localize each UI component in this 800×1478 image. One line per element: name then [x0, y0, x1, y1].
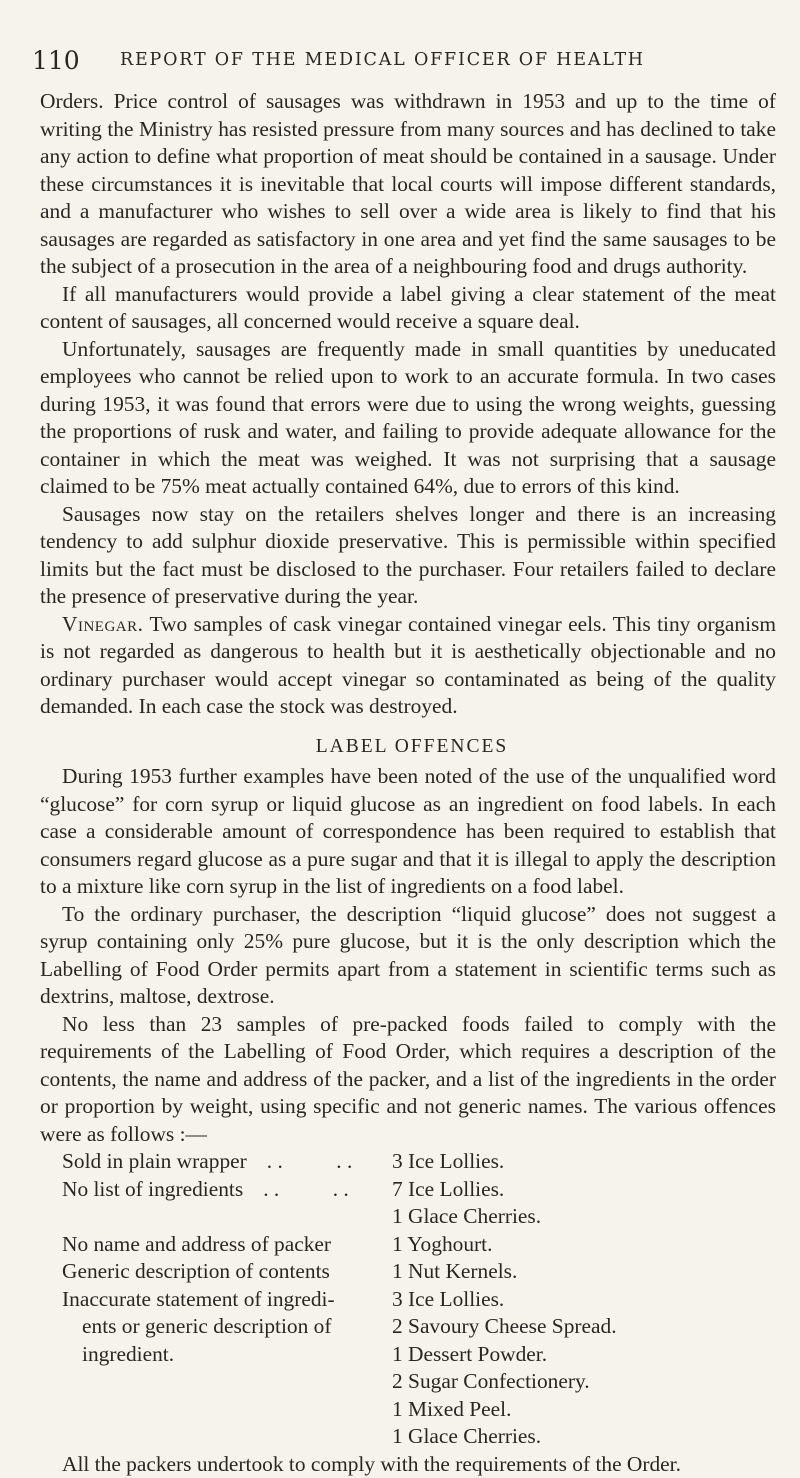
paragraph-sausage-orders: Orders. Price control of sausages was withdrawn in 1953 and up to the time of writing the Ministry has resisted pressure from many sources and has declined to take any action to define what proportion of meat should be contained in a sausage. Under these circumstances it is inevitable that local courts will impose different standards, and a manufacturer who wishes to sell over a wide area is likely to find that his sausages are regarded as satisfactory in one area and yet find the same sausages to be the subject of a prosecution in the area of a neighbouring food and drugs authority. [40, 88, 776, 281]
offence-item: 2 Sugar Confectionery. [392, 1368, 776, 1396]
offence-label-empty [62, 1423, 392, 1451]
offence-label: No list of ingredients . . . . [62, 1176, 392, 1204]
paragraph-uneducated-employees: Unfortunately, sausages are frequently made in small quantities by uneducated employees who cannot be relied upon to work to an accurate formula. In two cases during 1953, it was found that errors were due to using the wrong weights, guessing the proportions of rusk and water, and failing to provide adequate allowance for the container in which the meat was weighed. It was not surprising that a sausage claimed to be 75% meat actually contained 64%, due to errors of this kind. [40, 336, 776, 501]
offence-item: 1 Yoghourt. [392, 1231, 776, 1259]
offence-item: 3 Ice Lollies. [392, 1148, 776, 1176]
offence-label: ingredient. [62, 1341, 392, 1369]
offence-item: 1 Glace Cherries. [392, 1203, 776, 1231]
offences-table [62, 1148, 776, 1451]
page-header [32, 40, 760, 80]
offence-label: ents or generic description of [62, 1313, 392, 1341]
page-number: 110 [32, 46, 120, 75]
paragraph-preservative: Sausages now stay on the retailers shelves longer and there is an increasing tendency to add sulphur dioxide preservative. This is permissible within specified limits but the fact must be disclosed to the purchaser. Four retailers failed to declare the presence of preservative during the year. [40, 501, 776, 611]
offence-label: Generic description of contents [62, 1258, 392, 1286]
vinegar-text: Two samples of cask vinegar contained vinegar eels. This tiny organism is not regarded as dangerous to health but it is aesthetically objectionable and no ordinary purchaser would accept vinegar so contaminated as being of the quality demanded. In each case the stock was destroyed. [40, 612, 776, 719]
running-title: REPORT OF THE MEDICAL OFFICER OF HEALTH [120, 50, 645, 70]
offence-item: 1 Glace Cherries. [392, 1423, 776, 1451]
paragraph-vinegar [40, 611, 776, 721]
vinegar-lead: Vinegar. [62, 612, 143, 636]
offence-label: No name and address of packer [62, 1231, 392, 1259]
offence-label-empty [62, 1203, 392, 1231]
offence-label: Sold in plain wrapper . . . . [62, 1148, 392, 1176]
offence-item: 1 Nut Kernels. [392, 1258, 776, 1286]
offence-item: 7 Ice Lollies. [392, 1176, 776, 1204]
offence-item: 1 Mixed Peel. [392, 1396, 776, 1424]
paragraph-glucose: During 1953 further examples have been noted of the use of the unqualified word “glucose” for corn syrup or liquid glucose as an ingredient on food labels. In each case a considerable amount of correspondence has been required to establish that consumers regard glucose as a pure sugar and that it is illegal to apply the description to a mixture like corn syrup in the list of ingredients on a food label. [40, 763, 776, 901]
paragraph-liquid-glucose: To the ordinary purchaser, the description “liquid glucose” does not suggest a syrup containing only 25% pure glucose, but it is the only description which the Labelling of Food Order permits apart from a statement in scientific terms such as dextrins, maltose, dextrose. [40, 901, 776, 1011]
paragraph-closing: All the packers undertook to comply with the requirements of the Order. [40, 1451, 776, 1478]
offence-label: Inaccurate statement of ingredi- [62, 1286, 392, 1314]
paragraph-prepacked-foods: No less than 23 samples of pre-packed foods failed to comply with the requirements of the Labelling of Food Order, which requires a description of the contents, the name and address of the packer, and a list of the ingredients in the order or proportion by weight, using specific and not generic names. The various offences were as follows :— [40, 1011, 776, 1149]
offence-item: 1 Dessert Powder. [392, 1341, 776, 1369]
offence-label-empty [62, 1396, 392, 1424]
offence-item: 3 Ice Lollies. [392, 1286, 776, 1314]
document-body [40, 88, 776, 1478]
section-heading: LABEL OFFENCES [40, 733, 776, 761]
offence-label-empty [62, 1368, 392, 1396]
offence-item: 2 Savoury Cheese Spread. [392, 1313, 776, 1341]
paragraph-label-statement: If all manufacturers would provide a label giving a clear statement of the meat content of sausages, all concerned would receive a square deal. [40, 281, 776, 336]
